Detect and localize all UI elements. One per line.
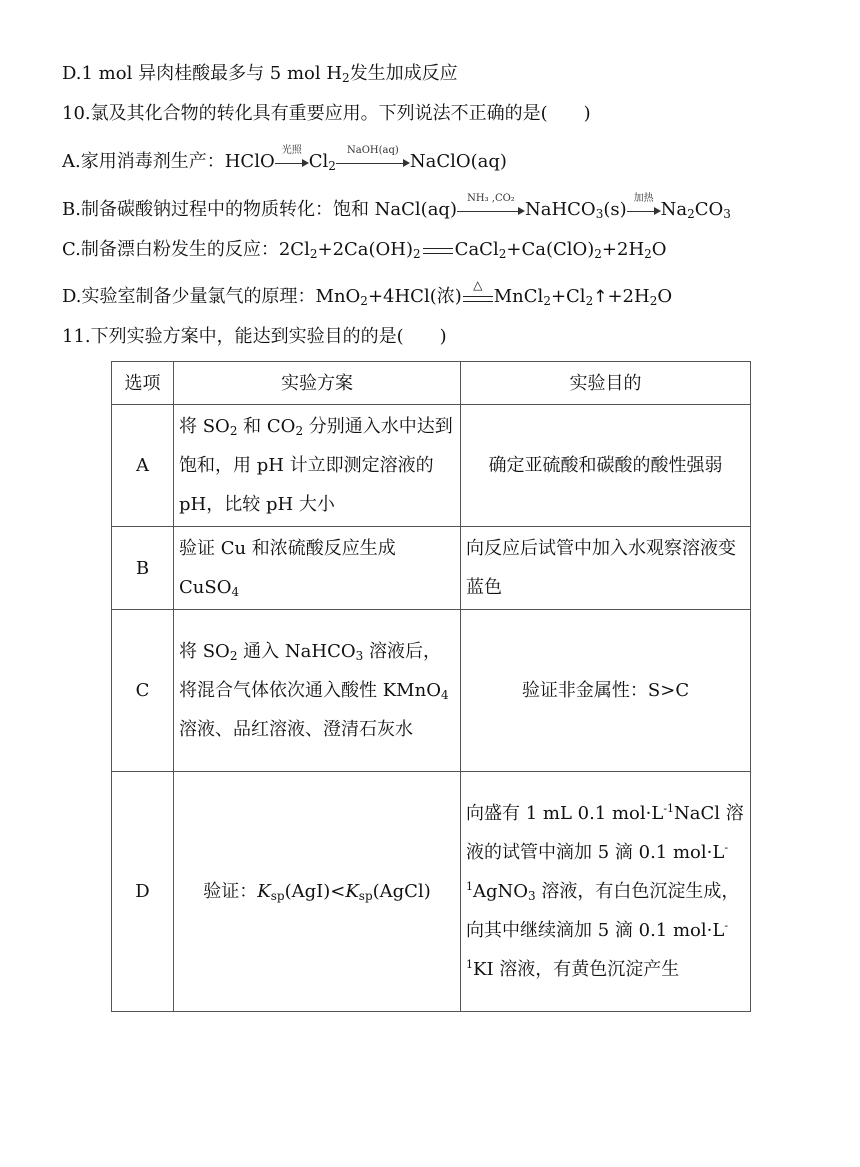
arrow-label: 加热 (633, 193, 654, 204)
option-cell: A (112, 405, 174, 527)
subscript: 2 (498, 247, 507, 261)
text: A.家用消毒剂生产：HClO (62, 151, 275, 172)
text: NaHCO (524, 199, 596, 220)
plan-cell: 将 $SO_2$ 通入 NaHCO$_3$ 溶液后，将混合气体依次通入酸性 KMnO$_4$ 溶液、品红溶液、澄清石灰水 (174, 610, 461, 772)
text: +Cl (550, 286, 586, 307)
subscript: 2 (309, 247, 318, 261)
subscript: 2 (543, 294, 551, 308)
question-10-option-c (62, 238, 667, 262)
reaction-arrow (275, 145, 309, 174)
question-10-option-d (62, 278, 673, 309)
goal-cell: 向反应后试管中加入水观察溶液变蓝色 (461, 527, 751, 610)
question-10-option-a (62, 145, 507, 174)
table-header-row (112, 362, 751, 405)
subscript: 2 (649, 294, 658, 308)
table-row (112, 527, 751, 610)
text: D.实验室制备少量氯气的原理：MnO (62, 286, 361, 307)
text: CO (694, 199, 724, 220)
plan-cell: 验证 Cu 和浓硫酸反应生成 CuSO$_4$ (174, 527, 461, 610)
option-cell: D (112, 772, 174, 1012)
reaction-arrow (336, 145, 410, 174)
text: (s) (603, 199, 627, 220)
experiment-table (111, 361, 751, 1012)
subscript: 2 (687, 207, 695, 221)
subscript: 2 (644, 247, 652, 261)
text: MnCl (493, 286, 544, 307)
column-header: 实验目的 (461, 362, 751, 405)
subscript: 3 (595, 207, 604, 221)
text: 发生加成反应 (349, 63, 458, 84)
text: Cl (308, 151, 329, 172)
question-10-option-b (62, 193, 731, 222)
goal-cell: 确定亚硫酸和碳酸的酸性强弱 (461, 405, 751, 527)
reaction-arrow (457, 193, 525, 222)
table-row (112, 405, 751, 527)
equals-sign (421, 238, 455, 262)
plan-cell: 将 $SO_2$ 和 $CO_2$ 分别通入水中达到饱和，用 pH 计立即测定溶液的 pH，比较 pH 大小 (174, 405, 461, 527)
goal-cell: 验证非金属性：S>C (461, 610, 751, 772)
option-cell: C (112, 610, 174, 772)
option-d-previous (62, 62, 458, 86)
heat-triangle-icon: △ (473, 278, 483, 292)
text: C.制备漂白粉发生的反应：2Cl (62, 239, 310, 260)
text: Na (660, 199, 688, 220)
question-11: 11.下列实验方案中，能达到实验目的的是( ) (62, 326, 447, 347)
subscript: 2 (360, 294, 368, 308)
text: CaCl (454, 239, 499, 260)
subscript: 2 (585, 294, 594, 308)
text: +2H (607, 286, 650, 307)
subscript: 2 (413, 247, 421, 261)
plan-cell: 验证：$K_{sp}(AgI)<K_{sp}(AgCl)$ (174, 772, 461, 1012)
text: B.制备碳酸钠过程中的物质转化：饱和 NaCl(aq) (62, 199, 457, 220)
heating-equals-sign (462, 278, 494, 309)
text: +Ca(ClO) (506, 239, 595, 260)
column-header: 实验方案 (174, 362, 461, 405)
subscript: 2 (594, 247, 602, 261)
subscript: 2 (342, 71, 350, 85)
text: NaClO(aq) (409, 151, 507, 172)
reaction-arrow (627, 193, 661, 222)
text: +2H (601, 239, 645, 260)
option-cell: B (112, 527, 174, 610)
subscript: 3 (723, 207, 731, 221)
arrow-label: 光照 (281, 145, 302, 156)
text: O (651, 239, 667, 260)
text: +2Ca(OH) (317, 239, 414, 260)
table-row (112, 772, 751, 1012)
gas-up-arrow-icon: ↑ (593, 287, 608, 307)
text: +4HCl(浓) (367, 286, 462, 307)
goal-cell: 向盛有 1 mL 0.1 $mol\cdot L^{-1}NaCl$ 溶液的试管中滴加 5 滴 0.1 $mol\cdot L^{-1}AgNO_3$ 溶液，有白色沉淀生成，向其中继续滴加 5 滴 0.1 $mol\cdot L^{-1}KI$ 溶液，有黄色沉淀产生 (461, 772, 751, 1012)
subscript: 2 (328, 159, 336, 173)
arrow-label: NH₃ ,CO₂ (467, 193, 515, 204)
column-header: 选项 (112, 362, 174, 405)
arrow-label: NaOH(aq) (346, 145, 399, 156)
text: O (657, 286, 673, 307)
text: D.1 mol 异肉桂酸最多与 5 mol H (62, 63, 343, 84)
question-10: 10.氯及其化合物的转化具有重要应用。下列说法不正确的是( ) (62, 103, 591, 124)
table-row (112, 610, 751, 772)
